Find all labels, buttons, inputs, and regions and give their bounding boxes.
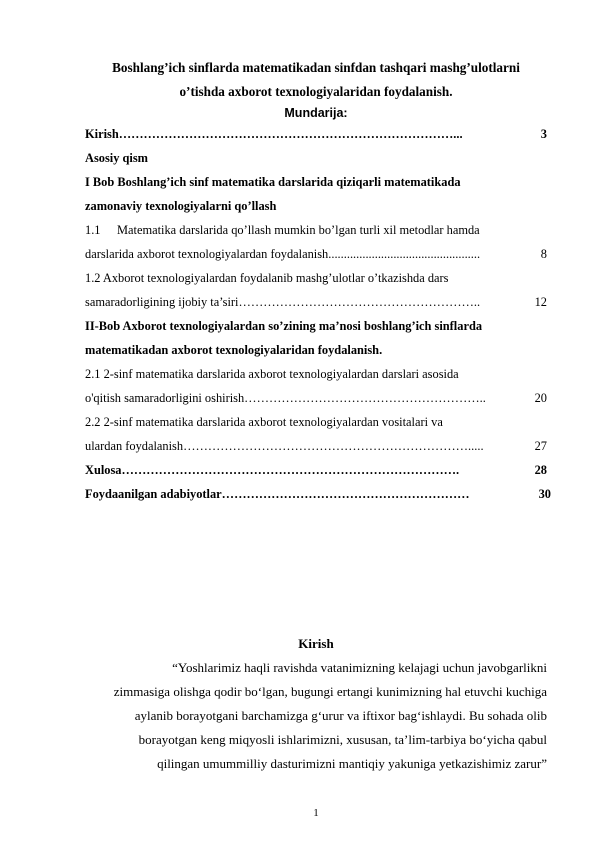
toc-entry-kirish[interactable] bbox=[85, 124, 547, 144]
toc-entry-label: darslarida axborot texnologiyalardan foydalanish bbox=[85, 247, 329, 261]
toc-section-2-2-line-2[interactable] bbox=[85, 436, 547, 456]
toc-section-1-1-line-1[interactable] bbox=[85, 220, 547, 240]
toc-leader-dots: …………………………………………………… bbox=[221, 487, 470, 501]
intro-paragraph-line: “Yoshlarimiz haqli ravishda vatanimizning kelajagi uchun javobgarlikni bbox=[172, 660, 547, 675]
toc-section-2-1-line-2[interactable] bbox=[85, 388, 547, 408]
toc-page-number: 30 bbox=[538, 487, 551, 501]
toc-leader-dots: ………………………………………………………………………... bbox=[118, 127, 463, 141]
toc-page-number: 27 bbox=[534, 439, 547, 453]
toc-section-1-1-line-2[interactable] bbox=[85, 244, 547, 264]
toc-page-number: 12 bbox=[534, 295, 547, 309]
toc-leader-dots: ………………………………………………….. bbox=[238, 295, 481, 309]
toc-entry-adabiyotlar[interactable] bbox=[85, 484, 551, 504]
toc-entry-asosiy-qism[interactable]: Asosiy qism bbox=[85, 151, 148, 165]
toc-entry-label: ulardan foydalanish bbox=[85, 439, 184, 453]
document-title-line-1: Boshlang’ich sinflarda matematikadan sinfdan tashqari mashg’ulotlarni bbox=[112, 60, 520, 75]
toc-section-number: 1.1 bbox=[85, 223, 101, 237]
intro-paragraph-line: aylanib borayotgani barchamizga g‘urur va iftixor bag‘ishlaydi. Bu sohada olib bbox=[134, 708, 547, 723]
intro-paragraph-line: borayotgan keng miqyosli ishlarimizni, xususan, ta’lim-tarbiya bo‘yicha qabul bbox=[138, 732, 547, 747]
toc-entry-label: samaradorligining ijobiy ta’siri bbox=[85, 295, 239, 309]
toc-chapter1-line-1[interactable]: I Bob Boshlang’ich sinf matematika darslarida qiziqarli matematikada bbox=[85, 175, 461, 189]
toc-chapter2-line-1[interactable]: II-Bob Axborot texnologiyalardan so’zining ma’nosi boshlang’ich sinflarda bbox=[85, 319, 483, 333]
toc-entry-label: Xulosa bbox=[85, 463, 122, 477]
toc-leader-dots: ………………………………………………….. bbox=[244, 391, 486, 405]
toc-section-2-2-line-1[interactable]: 2.2 2-sinf matematika darslarida axborot texnologiyalardan vositalari va bbox=[85, 415, 443, 429]
toc-section-2-1-line-1[interactable]: 2.1 2-sinf matematika darslarida axborot texnologiyalardan darslari asosida bbox=[85, 367, 459, 381]
toc-entry-label: Kirish bbox=[85, 127, 119, 141]
toc-leader-dots: ……………………………………………………………..... bbox=[183, 439, 484, 453]
section-title-kirish: Kirish bbox=[298, 636, 334, 651]
toc-page-number: 3 bbox=[540, 127, 547, 141]
toc-page-number: 20 bbox=[534, 391, 547, 405]
toc-heading: Mundarija: bbox=[284, 106, 348, 120]
intro-paragraph-line: qilingan umummilliy dasturimizni mantiqiy yakuniga yetkazishimiz zarur” bbox=[157, 756, 547, 771]
toc-page-number: 8 bbox=[540, 247, 547, 261]
toc-leader-dots: ………………………………………………………………………. bbox=[121, 463, 460, 477]
document-title-line-2: o’tishda axborot texnologiyalaridan foydalanish. bbox=[179, 84, 453, 99]
toc-entry-label: o'qitish samaradorligini oshirish bbox=[85, 391, 245, 405]
toc-section-1-2-line-2[interactable] bbox=[85, 292, 547, 312]
toc-chapter1-line-2[interactable]: zamonaviy texnologiyalarni qo’llash bbox=[85, 199, 277, 213]
toc-chapter2-line-2[interactable]: matematikadan axborot texnologiyalaridan foydalanish. bbox=[85, 343, 383, 357]
toc-leader-dots: ................................................. bbox=[328, 247, 481, 261]
intro-paragraph-line: zimmasiga olishga qodir bo‘lgan, bugungi ertangi kunimizning hal etuvchi kuchiga bbox=[113, 684, 547, 699]
toc-entry-xulosa[interactable] bbox=[85, 460, 547, 480]
toc-entry-label: Foydaanilgan adabiyotlar bbox=[85, 487, 222, 501]
toc-section-1-2-line-1[interactable]: 1.2 Axborot texnologiyalardan foydalanib mashg’ulotlar o’tkazishda dars bbox=[85, 271, 449, 285]
toc-section-text: Matematika darslarida qo’llash mumkin bo’lgan turli xil metodlar hamda bbox=[117, 223, 480, 237]
toc-page-number: 28 bbox=[534, 463, 547, 477]
page-number: 1 bbox=[313, 807, 319, 819]
